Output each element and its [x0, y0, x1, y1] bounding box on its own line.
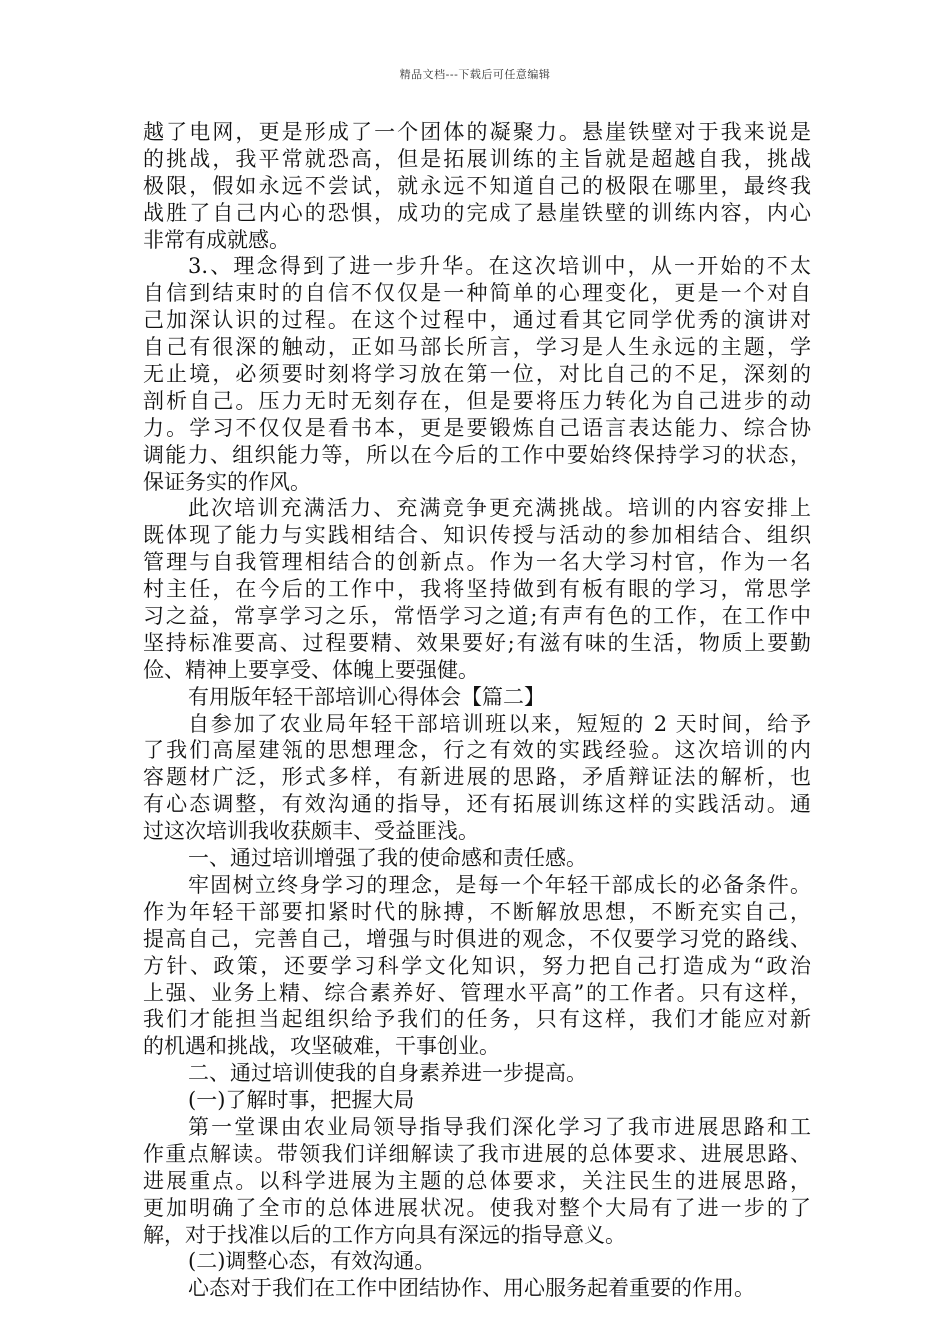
text-line: 调能力、组织能力等，所以在今后的工作中要始终保持学习的状态， — [143, 442, 811, 467]
text-line: 非常有成就感。 — [143, 227, 290, 252]
text-line: 越了电网，更是形成了一个团体的凝聚力。悬崖铁壁对于我来说是 — [143, 120, 811, 144]
text-line: 自参加了农业局年轻干部培训班以来，短短的 2 天时间，给予 — [188, 711, 811, 736]
text-line: (二)调整心态，有效沟通。 — [188, 1249, 436, 1274]
text-line: 有用版年轻干部培训心得体会【篇二】 — [188, 684, 545, 709]
text-line: 过这次培训我收获颇丰、受益匪浅。 — [143, 819, 479, 844]
text-line: 村主任，在今后的工作中，我将坚持做到有板有眼的学习，常思学 — [143, 577, 811, 602]
text-line: 作为年轻干部要扣紧时代的脉搏，不断解放思想，不断充实自己， — [143, 899, 811, 924]
text-line: 心态对于我们在工作中团结协作、用心服务起着重要的作用。 — [188, 1276, 755, 1301]
text-line: 3.、理念得到了进一步升华。在这次培训中，从一开始的不太 — [188, 254, 811, 279]
text-line: 上强、业务上精、综合素养好、管理水平高”的工作者。只有这样， — [143, 980, 811, 1005]
text-line: 我们才能担当起组织给予我们的任务，只有这样，我们才能应对新 — [143, 1007, 811, 1032]
text-line: 第一堂课由农业局领导指导我们深化学习了我市进展思路和工 — [188, 1114, 811, 1139]
text-line: 力。学习不仅仅是看书本，更是要锻炼自己语言表达能力、综合协 — [143, 415, 811, 440]
text-line: 无止境，必须要时刻将学习放在第一位，对比自己的不足，深刻的 — [143, 362, 811, 387]
text-line: 坚持标准要高、过程要精、效果要好;有滋有味的生活，物质上要勤 — [143, 630, 811, 655]
text-line: 更加明确了全市的总体进展状况。使我对整个大局有了进一步的了 — [143, 1195, 811, 1220]
text-line: 作重点解读。带领我们详细解读了我市进展的总体要求、进展思路、 — [143, 1141, 811, 1166]
text-line: 管理与自我管理相结合的创新点。作为一名大学习村官，作为一名 — [143, 550, 811, 575]
text-line: 有心态调整，有效沟通的指导，还有拓展训练这样的实践活动。通 — [143, 792, 811, 817]
text-line: 的挑战，我平常就恐高，但是拓展训练的主旨就是超越自我，挑战 — [143, 146, 811, 171]
text-line: 习之益，常享学习之乐，常悟学习之道;有声有色的工作，在工作中 — [143, 604, 811, 629]
text-line: 牢固树立终身学习的理念，是每一个年轻干部成长的必备条件。 — [188, 872, 811, 897]
text-line: 自信到结束时的自信不仅仅是一种简单的心理变化，更是一个对自 — [143, 281, 811, 306]
text-line: 俭、精神上要享受、体魄上要强健。 — [143, 657, 479, 682]
page-header-note: 精品文档---下载后可任意编辑 — [399, 68, 551, 81]
text-line: 方针、政策，还要学习科学文化知识，努力把自己打造成为“政治 — [143, 953, 811, 978]
text-line: 了我们高屋建瓴的思想理念，行之有效的实践经验。这次培训的内 — [143, 738, 811, 763]
text-line: 解，对于找准以后的工作方向具有深远的指导意义。 — [143, 1222, 626, 1247]
text-line: 保证务实的作风。 — [143, 469, 311, 494]
text-line: 容题材广泛，形式多样，有新进展的思路，矛盾辩证法的解析，也 — [143, 765, 811, 790]
text-line: 既体现了能力与实践相结合、知识传授与活动的参加相结合、组织 — [143, 523, 811, 548]
document-body — [143, 119, 811, 1302]
text-line: 二、通过培训使我的自身素养进一步提高。 — [188, 1061, 587, 1086]
text-line: 的机遇和挑战，攻坚破难，干事创业。 — [143, 1034, 500, 1059]
text-line: 剖析自己。压力无时无刻存在，但是要将压力转化为自己进步的动 — [143, 388, 811, 413]
text-line: 进展重点。以科学进展为主题的总体要求，关注民生的进展思路， — [143, 1168, 811, 1193]
text-line: 己加深认识的过程。在这个过程中，通过看其它同学优秀的演讲对 — [143, 308, 811, 333]
text-line: 自己有很深的触动，正如马部长所言，学习是人生永远的主题，学 — [143, 335, 811, 360]
text-line: 战胜了自己内心的恐惧，成功的完成了悬崖铁壁的训练内容，内心 — [143, 200, 811, 225]
text-line: 一、通过培训增强了我的使命感和责任感。 — [188, 846, 587, 871]
text-line: 极限，假如永远不尝试，就永远不知道自己的极限在哪里，最终我 — [143, 173, 811, 198]
text-line: (一)了解时事，把握大局 — [188, 1088, 415, 1113]
text-line: 此次培训充满活力、充满竞争更充满挑战。培训的内容安排上 — [188, 496, 811, 521]
text-line: 提高自己，完善自己，增强与时俱进的观念，不仅要学习党的路线、 — [143, 926, 811, 951]
